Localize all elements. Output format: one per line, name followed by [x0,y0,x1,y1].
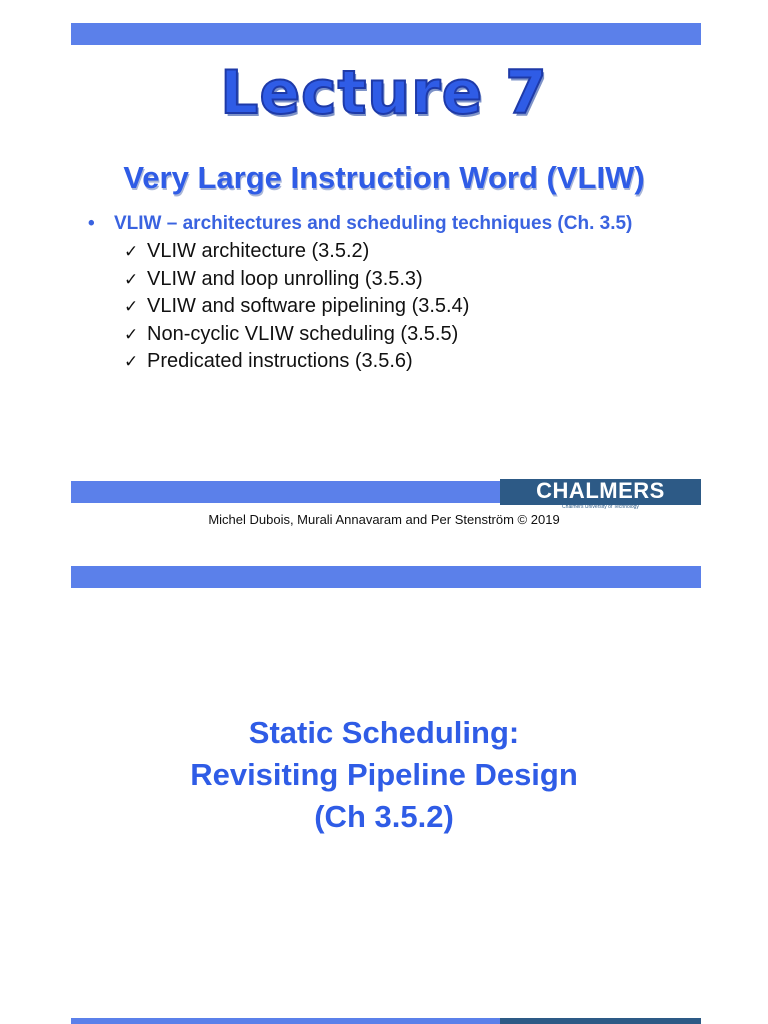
chalmers-logo: CHALMERS [500,479,701,505]
slide2-heading-line: Revisiting Pipeline Design [190,757,578,792]
checklist-item-text: VLIW and loop unrolling (3.5.3) [147,267,423,290]
checklist-item [124,321,469,349]
chalmers-logo-subtitle: Chalmers University of Technology [562,504,639,510]
checkmark-icon: ✓ [124,269,139,290]
main-bullet [88,213,632,235]
checklist-item-text: Predicated instructions (3.5.6) [147,350,413,372]
slide2-heading-line: Static Scheduling: [248,715,520,750]
checklist-item-text: VLIW and software pipelining (3.5.4) [147,295,470,317]
checkmark-icon: ✓ [124,297,139,317]
main-bullet-text: VLIW – architectures and scheduling techniques (Ch. 3.5) [114,213,633,234]
lecture-title: Lecture 7 [220,58,548,128]
slide2-logo-strip [500,1018,701,1024]
checklist-item [124,348,469,376]
topic-checklist [124,238,469,376]
checkmark-icon: ✓ [124,242,139,262]
slide2-top-bar [71,566,701,588]
checkmark-icon: ✓ [124,324,139,345]
bullet-dot: • [88,213,95,234]
checklist-item-text: VLIW architecture (3.5.2) [147,240,370,262]
checklist-item [124,238,469,266]
checklist-item [124,293,469,321]
checklist-item-text: Non-cyclic VLIW scheduling (3.5.5) [147,322,459,345]
checkmark-icon: ✓ [124,352,139,372]
slide2-heading [0,712,768,838]
slide2-heading-line: (Ch 3.5.2) [314,799,454,834]
checklist-item [124,266,469,294]
slide1-top-bar [71,23,701,45]
lecture-subtitle: Very Large Instruction Word (VLIW) [123,160,645,195]
copyright-text: Michel Dubois, Murali Annavaram and Per Stenström © 2019 [208,512,560,527]
